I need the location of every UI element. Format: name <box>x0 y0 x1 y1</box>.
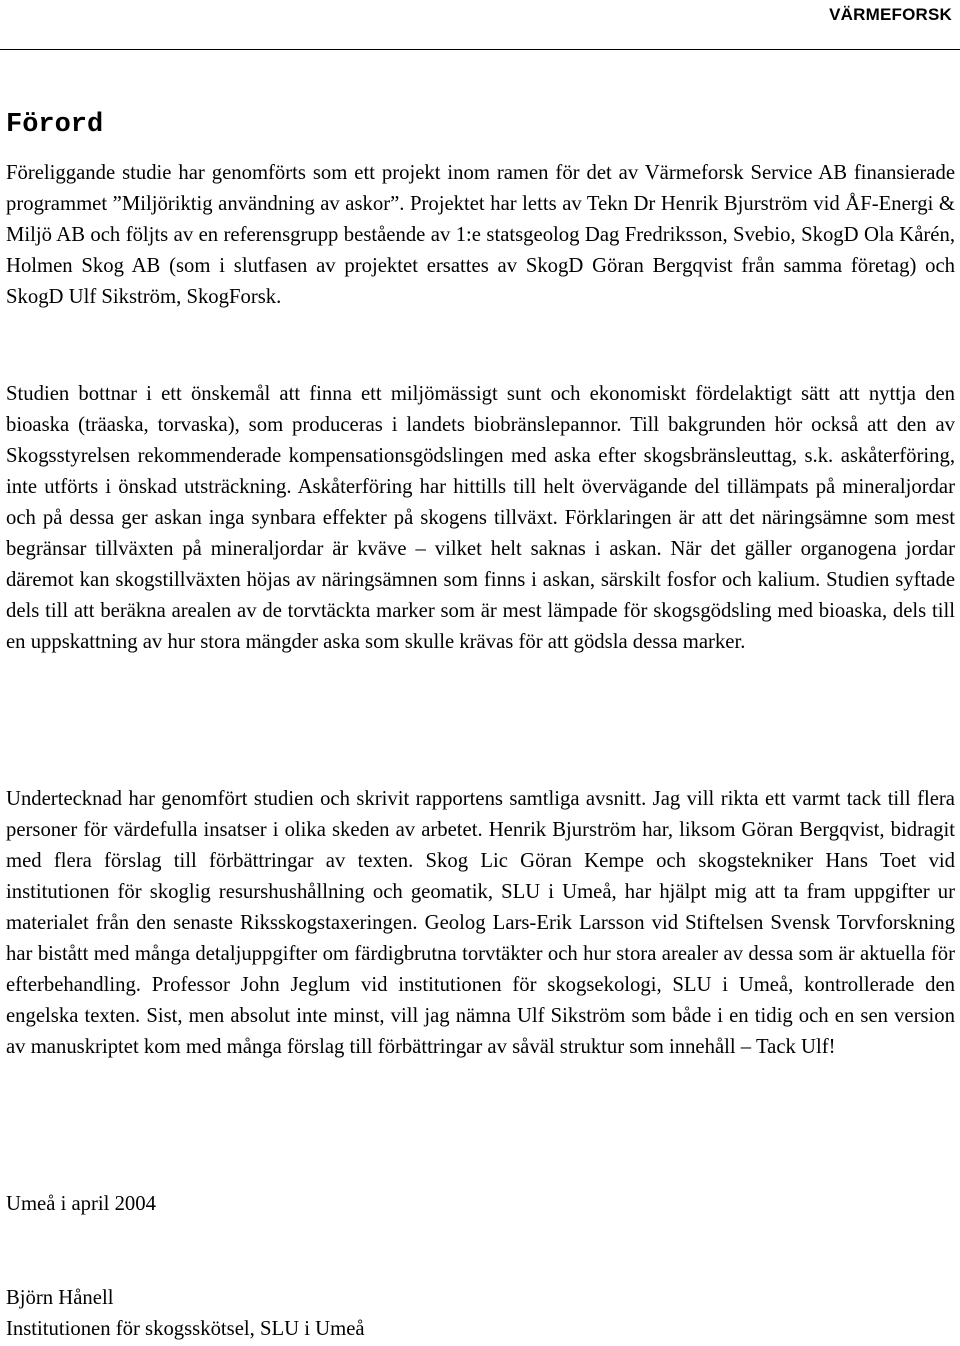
author-affiliation: Institutionen för skogsskötsel, SLU i Umeå <box>6 1318 365 1340</box>
place-date: Umeå i april 2004 <box>6 1193 156 1215</box>
paragraph-study-purpose: Studien bottnar i ett önskemål att finna ett miljömässigt sunt och ekonomiskt fördelaktigt sätt att nyttja den bioaska (träaska, torvaska), som produceras i landets biobränslepannor. Till bakgrunden hör också att den av Skogsstyrelsen rekommenderade kompensationsgödslingen med aska efter skogsbränsleuttag, s.k. askåterföring, inte utförts i önskad utsträckning. Askåterföring har hittills till helt övervägande del tillämpats på mineraljordar och på dessa ger askan inga synbara effekter på skogens tillväxt. Förklaringen är att det näringsämne som mest begränsar tillväxten på mineraljordar är kväve – vilket helt saknas i askan. När det gäller organogena jordar däremot kan skogstillväxten höjas av näringsämnen som finns i askan, särskilt fosfor och kalium. Studien syftade dels till att beräkna arealen av de torvtäckta marker som är mest lämpade för skogsgödsling med bioaska, dels till en uppskattning av hur stora mängder aska som skulle krävas för att gödsla dessa marker. <box>6 383 955 653</box>
header-organization: VÄRMEFORSK <box>829 5 952 24</box>
page-title: Förord <box>6 110 104 140</box>
header-divider <box>0 49 960 50</box>
paragraph-acknowledgements: Undertecknad har genomfört studien och skrivit rapportens samtliga avsnitt. Jag vill rikta ett varmt tack till flera personer för värdefulla insatser i olika skeden av arbetet. Henrik Bjurström har, liksom Göran Bergqvist, bidragit med flera förslag till förbättringar av texten. Skog Lic Göran Kempe och skogstekniker Hans Toet vid institutionen för skoglig resurshushållning och geomatik, SLU i Umeå, har hjälpt mig att ta fram uppgifter ur materialet från den senaste Riksskogstaxeringen. Geolog Lars-Erik Larsson vid Stiftelsen Svensk Torvforskning har bistått med många detaljuppgifter om färdigbrutna torvtäkter och hur stora arealer av dessa som är aktuella för efterbehandling. Professor John Jeglum vid institutionen för skogsekologi, SLU i Umeå, kontrollerade den engelska texten. Sist, men absolut inte minst, vill jag nämna Ulf Sikström som både i en tidig och en sen version av manuskriptet kom med många förslag till förbättringar av såväl struktur som innehåll – Tack Ulf! <box>6 788 955 1058</box>
paragraph-project-background: Föreliggande studie har genomförts som ett projekt inom ramen för det av Värmeforsk Service AB finansierade programmet ”Miljöriktig användning av askor”. Projektet har letts av Tekn Dr Henrik Bjurström vid ÅF-Energi & Miljö AB och följts av en referensgrupp bestående av 1:e statsgeolog Dag Fredriksson, Svebio, SkogD Ola Kårén, Holmen Skog AB (som i slutfasen av projektet ersattes av SkogD Göran Bergqvist från samma företag) och SkogD Ulf Sikström, SkogForsk. <box>6 162 955 308</box>
author-name: Björn Hånell <box>6 1287 114 1309</box>
